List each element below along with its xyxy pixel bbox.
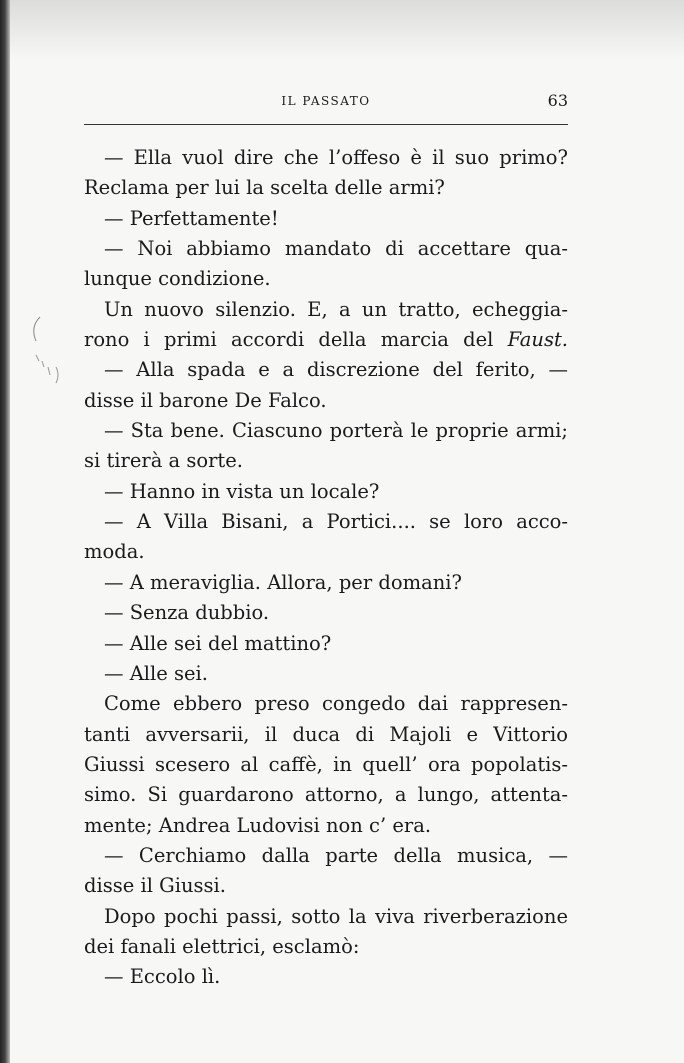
- text-line: — Senza dubbio.: [104, 601, 270, 625]
- text-line: rono i primi accordi della marcia del Faust.: [84, 328, 568, 352]
- text-line: — Perfettamente!: [104, 206, 279, 230]
- text-line: Come ebbero preso congedo dai rappresen-: [104, 692, 568, 716]
- text-line: — A Villa Bisani, a Portici.... se loro acco-: [104, 510, 568, 534]
- text-line: si tirerà a sorte.: [84, 449, 243, 473]
- header-rule: [84, 124, 568, 125]
- text-line: — A meraviglia. Allora, per domani?: [104, 570, 462, 594]
- text-line: simo. Si guardarono attorno, a lungo, attenta-: [84, 783, 568, 807]
- title-italic: Faust.: [507, 328, 568, 352]
- text-line: Giussi scesero al caffè, in quell’ ora popolatis-: [84, 752, 568, 776]
- running-title: IL PASSATO: [281, 94, 371, 108]
- text-line: — Eccolo lì.: [104, 965, 221, 989]
- text-line: — Alle sei.: [104, 661, 208, 685]
- text-line: — Cerchiamo dalla parte della musica, —: [104, 843, 568, 867]
- text-line: — Noi abbiamo mandato di accettare qua-: [104, 237, 568, 261]
- text-line: — Alla spada e a discrezione del ferito, —: [104, 358, 568, 382]
- text-line: Un nuovo silenzio. E, a un tratto, echeggia-: [104, 297, 568, 321]
- page-top-shading: [10, 0, 684, 60]
- text-line: Reclama per lui la scelta delle armi?: [84, 176, 445, 200]
- body-text: [84, 143, 568, 993]
- page-spine-shadow: [0, 0, 10, 1063]
- text-line: lunque condizione.: [84, 267, 271, 291]
- text-line: — Ella vuol dire che l’offeso è il suo primo?: [104, 146, 568, 169]
- text-line: — Sta bene. Ciascuno porterà le proprie armi;: [104, 419, 568, 443]
- text-line: — Hanno in vista un locale?: [104, 479, 380, 503]
- text-line: mente; Andrea Ludovisi non c’ era.: [84, 813, 432, 837]
- text-line: — Alle sei del mattino?: [104, 631, 332, 655]
- margin-pencil-marks: [22, 315, 72, 395]
- page-number: 63: [547, 91, 568, 110]
- text-line: moda.: [84, 540, 145, 564]
- text-line: dei fanali elettrici, esclamò:: [84, 934, 360, 958]
- text-line: Dopo pochi passi, sotto la viva riverberazione: [104, 904, 568, 928]
- page-header: [84, 90, 568, 116]
- text-line: tanti avversarii, il duca di Majoli e Vittorio: [84, 722, 568, 746]
- text-line: disse il Giussi.: [84, 874, 226, 898]
- text-line: disse il barone De Falco.: [84, 388, 327, 412]
